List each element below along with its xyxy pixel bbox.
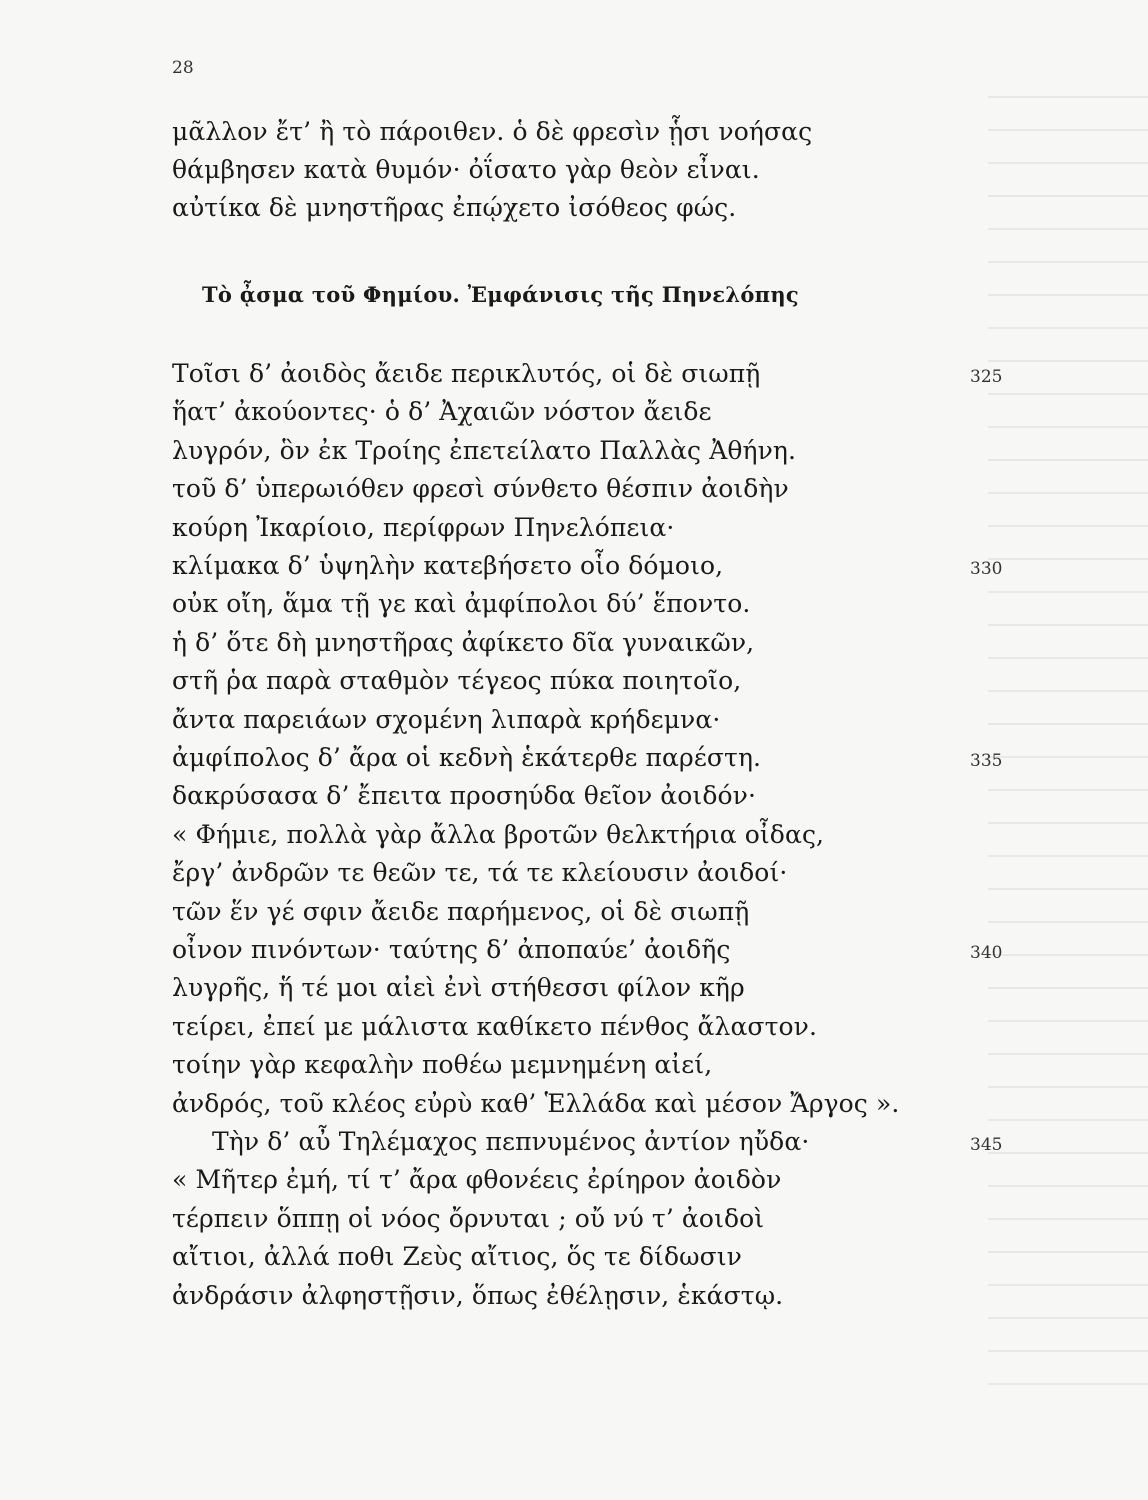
verse-line: τέρπειν ὅππῃ οἱ νόος ὄρνυται ; οὔ νύ τ’ ἀοιδοὶ — [172, 1203, 765, 1233]
verse-line: οἶνον πινόντων· ταύτης δ’ ἀποπαύε’ ἀοιδῆς — [172, 935, 731, 964]
verse-line: κούρη Ἰκαρίοιο, περίφρων Πηνελόπεια· — [172, 512, 675, 542]
verse-line: ἡ δ’ ὅτε δὴ μνηστῆρας ἀφίκετο δῖα γυναικῶν, — [172, 627, 755, 657]
line-number: 330 — [970, 559, 1003, 579]
verse-line: αὐτίκα δὲ μνηστῆρας ἐπῴχετο ἰσόθεος φώς. — [172, 193, 737, 222]
verse-line: στῆ ῥα παρὰ σταθμὸν τέγεος πύκα ποιητοῖο, — [172, 666, 742, 696]
verse-line: « Μῆτερ ἐμή, τί τ’ ἄρα φθονέεις ἐρίηρον ἀοιδὸν — [172, 1165, 782, 1195]
verse-line: ἀμφίπολος δ’ ἄρα οἱ κεδνὴ ἑκάτερθε παρέστη. — [172, 743, 762, 772]
show-through-texture — [988, 96, 1148, 1396]
verse-line: λυγρῆς, ἥ τέ μοι αἰεὶ ἐνὶ στήθεσσι φίλον κῆρ — [172, 973, 745, 1003]
verse-line: ἔργ’ ἀνδρῶν τε θεῶν τε, τά τε κλείουσιν ἀοιδοί· — [172, 858, 788, 888]
verse-line: τῶν ἕν γέ σφιν ἄειδε παρήμενος, οἱ δὲ σιωπῇ — [172, 896, 750, 926]
line-number: 325 — [970, 367, 1003, 387]
verse-line: « Φήμιε, πολλὰ γὰρ ἄλλα βροτῶν θελκτήρια οἶδας, — [172, 819, 825, 849]
verse-line: μᾶλλον ἔτ’ ἢ τὸ πάροιθεν. ὁ δὲ φρεσὶν ᾗσι νοήσας — [172, 117, 813, 146]
line-number: 340 — [970, 943, 1003, 963]
verse-line: δακρύσασα δ’ ἔπειτα προσηύδα θεῖον ἀοιδόν· — [172, 781, 756, 811]
page-number: 28 — [172, 58, 194, 78]
verse-line: ἄντα παρειάων σχομένη λιπαρὰ κρήδεμνα· — [172, 704, 721, 734]
verse-line: θάμβησεν κατὰ θυμόν· ὀΐσατο γὰρ θεὸν εἶναι. — [172, 155, 760, 184]
verse-line: οὐκ οἴη, ἅμα τῇ γε καὶ ἀμφίπολοι δύ’ ἕποντο. — [172, 589, 751, 619]
verse-line: ἥατ’ ἀκούοντες· ὁ δ’ Ἀχαιῶν νόστον ἄειδε — [172, 397, 712, 427]
verse-line: Τοῖσι δ’ ἀοιδὸς ἄειδε περικλυτός, οἱ δὲ σιωπῇ — [172, 359, 761, 388]
verse-line: αἴτιοι, ἀλλά ποθι Ζεὺς αἴτιος, ὅς τε δίδωσιν — [172, 1242, 742, 1272]
verse-line: ἀνδράσιν ἀλφηστῇσιν, ὅπως ἐθέλῃσιν, ἑκάστῳ. — [172, 1280, 784, 1310]
section-heading: Τὸ ᾆσμα τοῦ Φημίου. Ἐμφάνισις τῆς Πηνελόπης — [202, 282, 800, 307]
verse-line: τοῦ δ’ ὑπερωιόθεν φρεσὶ σύνθετο θέσπιν ἀοιδὴν — [172, 474, 789, 504]
verse-line: τοίην γὰρ κεφαλὴν ποθέω μεμνημένη αἰεί, — [172, 1050, 713, 1080]
verse-line: τείρει, ἐπεί με μάλιστα καθίκετο πένθος ἄλαστον. — [172, 1011, 818, 1041]
verse-line: ἀνδρός, τοῦ κλέος εὐρὺ καθ’ Ἑλλάδα καὶ μέσον Ἄργος ». — [172, 1088, 900, 1118]
line-number: 335 — [970, 751, 1003, 771]
verse-line: Τὴν δ’ αὖ Τηλέμαχος πεπνυμένος ἀντίον ηὔδα· — [212, 1127, 810, 1156]
verse-line: λυγρόν, ὃν ἐκ Τροίης ἐπετείλατο Παλλὰς Ἀθήνη. — [172, 435, 797, 465]
verse-line: κλίμακα δ’ ὑψηλὴν κατεβήσετο οἷο δόμοιο, — [172, 551, 724, 580]
line-number: 345 — [970, 1135, 1003, 1155]
